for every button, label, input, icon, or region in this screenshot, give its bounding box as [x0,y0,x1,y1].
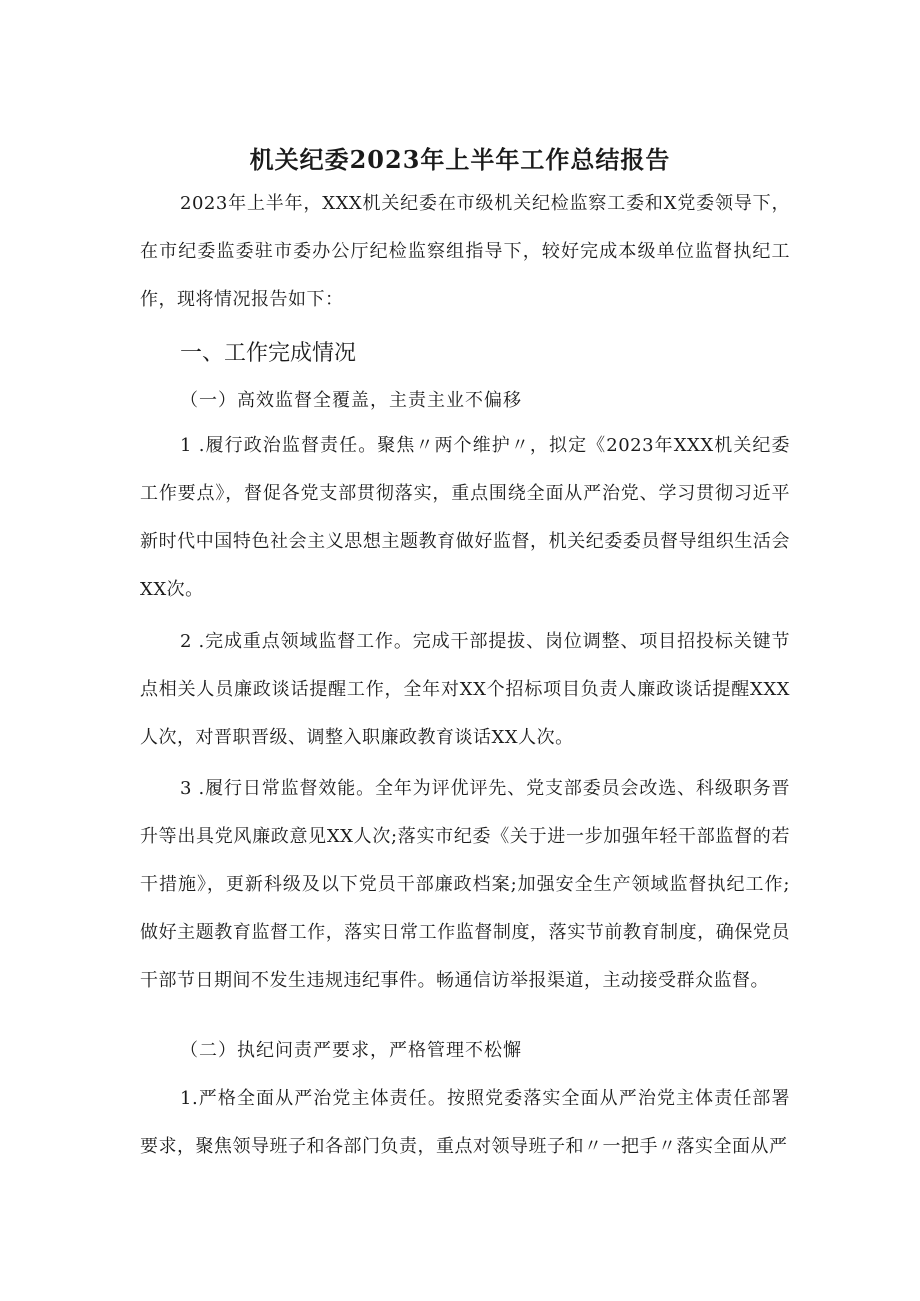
subsection-heading-discipline: （二）执纪问责严要求，严格管理不松懈 [180,1040,522,1061]
paragraph-item-2: 2 .完成重点领域监督工作。完成干部提拔、岗位调整、项目招投标关键节点相关人员廉政谈话提醒工作，全年对XX个招标项目负责人廉政谈话提醒XXX人次，对晋职晋级、调整入职廉政教育谈话XX人次。 [140,631,790,748]
paragraph-item-4: 1.严格全面从严治党主体责任。按照党委落实全面从严治党主体责任部署要求，聚焦领导班子和各部门负责，重点对领导班子和〃一把手〃落实全面从严 [140,1088,790,1157]
intro-paragraph: 2023年上半年，XXX机关纪委在市级机关纪检监察工委和X党委领导下，在市纪委监委驻市委办公厅纪检监察组指导下，较好完成本级单位监督执纪工作，现将情况报告如下： [140,193,790,310]
section-heading-work-completion: 一、工作完成情况 [180,341,357,366]
paragraph-item-3: 3 .履行日常监督效能。全年为评优评先、党支部委员会改选、科级职务晋升等出具党风廉政意见XX人次;落实市纪委《关于进一步加强年轻干部监督的若干措施》，更新科级及以下党员干部廉政档案;加强安全生产领域监督执纪工作;做好主题教育监督工作，落实日常工作监督制度，落实节前教育制度，确保党员干部节日期间不发生违规违纪事件。畅通信访举报渠道，主动接受群众监督。 [140,778,790,991]
subsection-heading-supervision: （一）高效监督全覆盖，主责主业不偏移 [180,390,522,411]
paragraph-item-1: 1 .履行政治监督责任。聚焦〃两个维护〃，拟定《2023年XXX机关纪委工作要点》，督促各党支部贯彻落实，重点围绕全面从严治党、学习贯彻习近平新时代中国特色社会主义思想主题教育做好监督，机关纪委委员督导组织生活会XX次。 [140,435,790,600]
document-title: 机关纪委2023年上半年工作总结报告 [249,145,671,174]
